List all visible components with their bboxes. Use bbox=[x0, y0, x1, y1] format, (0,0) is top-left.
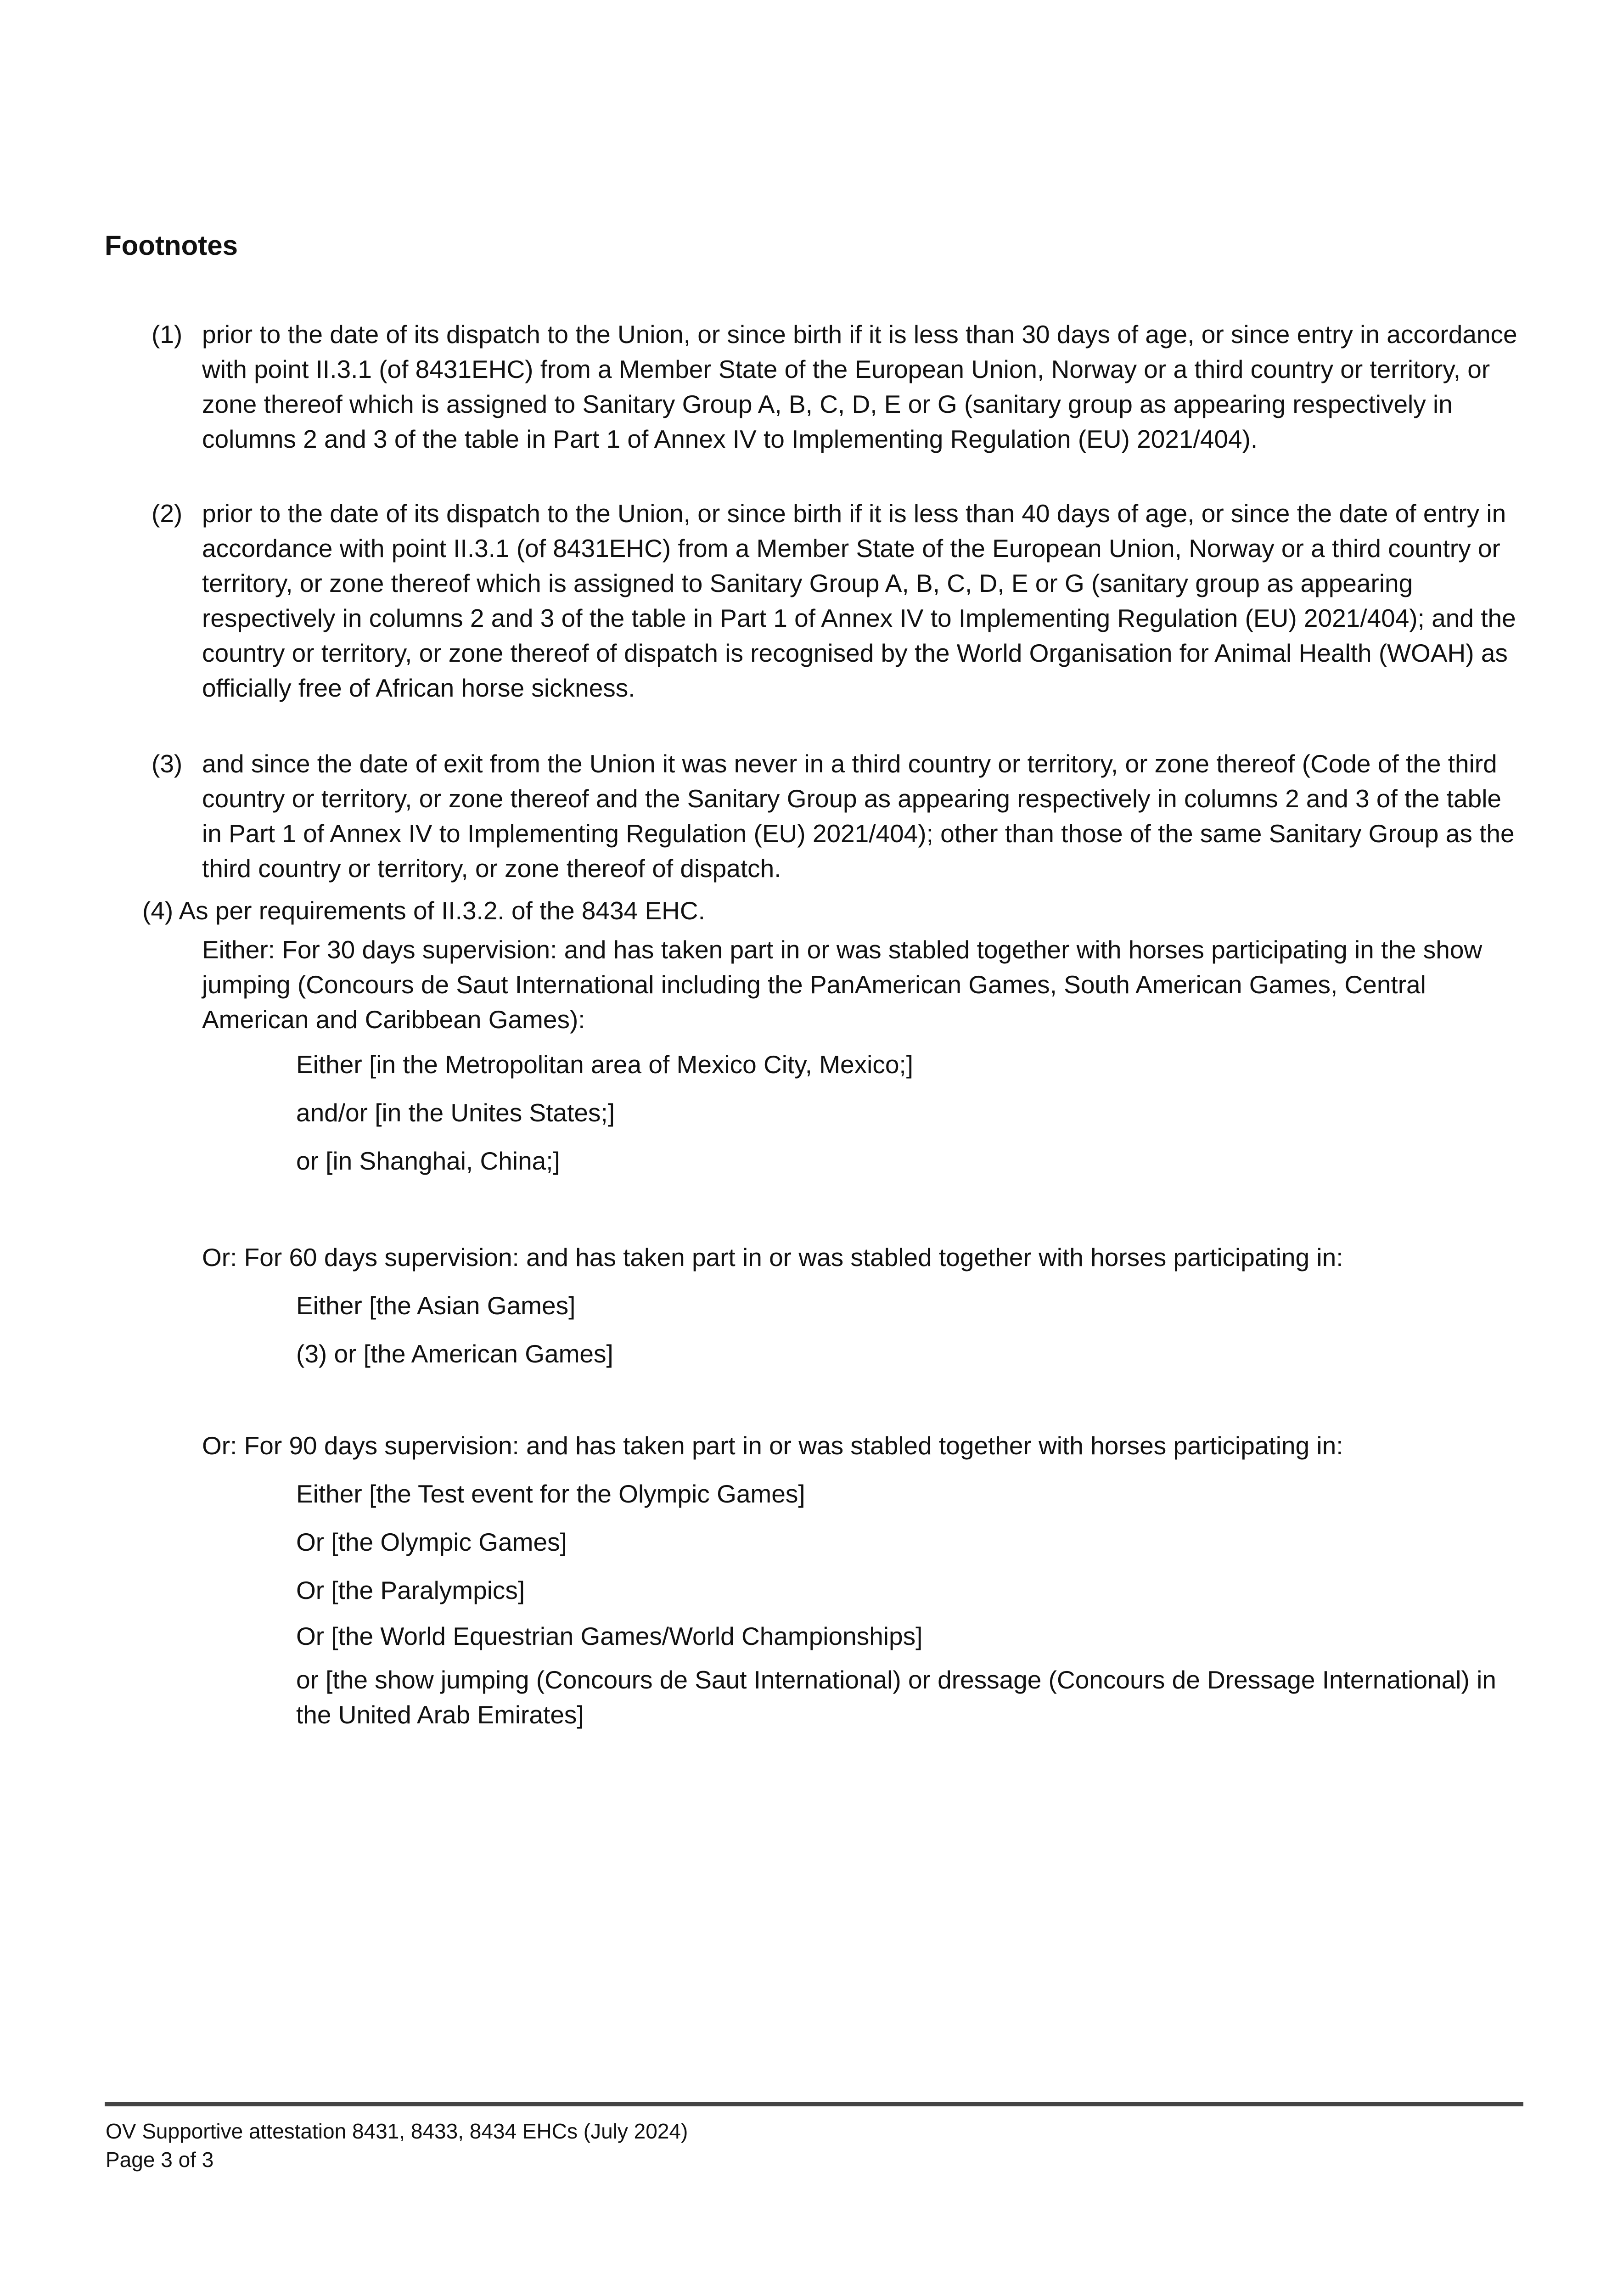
supervision-90-option: Either [the Test event for the Olympic Games] bbox=[296, 1480, 805, 1508]
footnote-3-number: (3) bbox=[152, 749, 183, 778]
supervision-90-days-intro: Or: For 90 days supervision: and has taken part in or was stabled together with horses participating in: bbox=[202, 1431, 1343, 1460]
footnote-2-text: prior to the date of its dispatch to the Union, or since birth if it is less than 40 days of age, or since the date of entry in accordance with point II.3.1 (of 8431EHC) from a Member State of the European Union, Norway or a third country or territory, or zone thereof which is assigned to Sanitary Group A, B, C, D, E or G (sanitary group as appearing respectively in columns 2 and 3 of the table in Part 1 of Annex IV to Implementing Regulation (EU) 2021/404); and the country or territory, or zone thereof of dispatch is recognised by the World Organisation for Animal Health (WOAH) as officially free of African horse sickness. bbox=[202, 499, 1516, 702]
footnote-1-text: prior to the date of its dispatch to the Union, or since birth if it is less than 30 days of age, or since entry in accordance with point II.3.1 (of 8431EHC) from a Member State of the European Union, Norway or a third country or territory, or zone thereof which is assigned to Sanitary Group A, B, C, D, E or G (sanitary group as appearing respectively in columns 2 and 3 of the table in Part 1 of Annex IV to Implementing Regulation (EU) 2021/404). bbox=[202, 320, 1517, 453]
footnote-1-number: (1) bbox=[152, 320, 183, 349]
supervision-90-option: Or [the Olympic Games] bbox=[296, 1528, 567, 1556]
footer-attestation-title: OV Supportive attestation 8431, 8433, 8434 EHCs (July 2024) bbox=[106, 2119, 688, 2143]
supervision-60-option: Either [the Asian Games] bbox=[296, 1291, 576, 1320]
supervision-90-option: Or [the Paralympics] bbox=[296, 1576, 525, 1604]
supervision-60-days-intro: Or: For 60 days supervision: and has taken part in or was stabled together with horses participating in: bbox=[202, 1243, 1343, 1272]
footnote-1 bbox=[152, 317, 1520, 456]
footnote-2 bbox=[152, 496, 1520, 705]
supervision-90-option: or [the show jumping (Concours de Saut International) or dressage (Concours de Dressage International) in the United Arab Emirates] bbox=[296, 1666, 1496, 1729]
page-heading: Footnotes bbox=[105, 230, 238, 261]
footer-divider bbox=[105, 2102, 1523, 2106]
footnote-4-text: (4) As per requirements of II.3.2. of the 8434 EHC. bbox=[142, 896, 705, 925]
supervision-30-option: and/or [in the Unites States;] bbox=[296, 1098, 615, 1127]
supervision-30-option: Either [in the Metropolitan area of Mexico City, Mexico;] bbox=[296, 1050, 913, 1079]
supervision-60-option: (3) or [the American Games] bbox=[296, 1339, 613, 1368]
supervision-30-option: or [in Shanghai, China;] bbox=[296, 1147, 560, 1175]
footnote-3 bbox=[152, 746, 1520, 886]
supervision-90-option: Or [the World Equestrian Games/World Championships] bbox=[296, 1622, 923, 1650]
footer-page-number: Page 3 of 3 bbox=[106, 2148, 214, 2172]
footnote-3-text: and since the date of exit from the Union it was never in a third country or territory, or zone thereof (Code of the third country or territory, or zone thereof and the Sanitary Group as appearing respectively in columns 2 and 3 of the table in Part 1 of Annex IV to Implementing Regulation (EU) 2021/404); other than those of the same Sanitary Group as the third country or territory, or zone thereof of dispatch. bbox=[202, 749, 1515, 883]
footnote-2-number: (2) bbox=[152, 499, 183, 528]
supervision-30-days-intro: Either: For 30 days supervision: and has taken part in or was stabled together with horses participating in the show jumping (Concours de Saut International including the PanAmerican Games, South American Games, Central American and Caribbean Games): bbox=[202, 935, 1483, 1034]
